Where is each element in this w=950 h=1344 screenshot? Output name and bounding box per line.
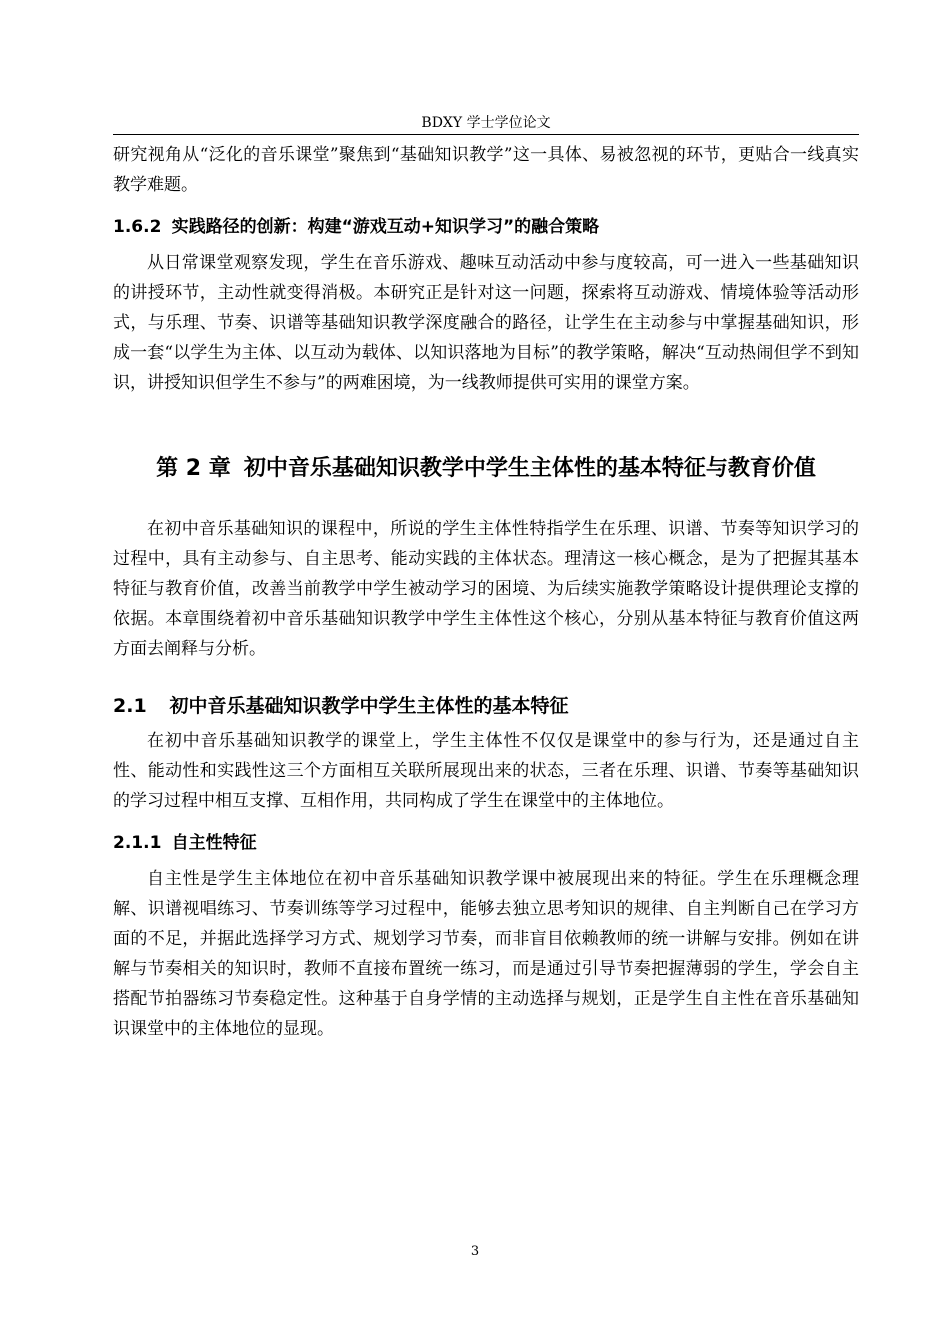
page-number: 3 bbox=[470, 1244, 480, 1259]
paragraph-2-1: 在初中音乐基础知识教学的课堂上，学生主体性不仅仅是课堂中的参与行为，还是通过自主性、能动性和实践性这三个方面相互关联所展现出来的状态，三者在乐理、识谱、节奏等基础知识的学习过程中相互支撑、互相作用，共同构成了学生在课堂中的主体地位。 bbox=[113, 731, 859, 811]
section-heading-2-1-1 bbox=[113, 828, 859, 858]
paragraph-2-1-1: 自主性是学生主体地位在初中音乐基础知识教学课中被展现出来的特征。学生在乐理概念理解、识谱视唱练习、节奏训练等学习过程中，能够去独立思考知识的规律、自主判断自己在学习方面的不足，并据此选择学习方式、规划学习节奏，而非盲目依赖教师的统一讲解与安排。例如在讲解与节奏相关的知识时，教师不直接布置统一练习，而是通过引导节奏把握薄弱的学生，学会自主搭配节拍器练习节奏稳定性。这种基于自身学情的主动选择与规划，正是学生自主性在音乐基础知识课堂中的主体地位的显现。 bbox=[113, 869, 859, 1039]
chapter-heading bbox=[113, 452, 859, 486]
header-title: BDXY 学士学位论文 bbox=[421, 115, 551, 131]
section-heading-2-1 bbox=[113, 690, 859, 722]
section-heading-1-6-2 bbox=[113, 212, 859, 242]
section-number: 2.1.1 bbox=[113, 833, 162, 853]
chapter-intro-paragraph: 在初中音乐基础知识的课程中，所说的学生主体性特指学生在乐理、识谱、节奏等知识学习的过程中，具有主动参与、自主思考、能动实践的主体状态。理清这一核心概念，是为了把握其基本特征与教育价值，改善当前教学中学生被动学习的困境、为后续实施教学策略设计提供理论支撑的依据。本章围绕着初中音乐基础知识教学中学生主体性这个核心，分别从基本特征与教育价值这两方面去阐释与分析。 bbox=[113, 519, 859, 659]
section-number: 1.6.2 bbox=[113, 217, 162, 237]
chapter-number: 第 2 章 bbox=[156, 456, 231, 481]
running-header bbox=[113, 112, 859, 135]
page-footer bbox=[0, 1242, 950, 1262]
section-title: 自主性特征 bbox=[171, 833, 257, 853]
section-title: 实践路径的创新：构建“游戏互动+知识学习”的融合策略 bbox=[171, 217, 600, 237]
section-number: 2.1 bbox=[113, 695, 147, 717]
continuation-paragraph: 研究视角从“泛化的音乐课堂”聚焦到“基础知识教学”这一具体、易被忽视的环节，更贴合一线真实教学难题。 bbox=[113, 145, 859, 195]
page-content bbox=[113, 140, 859, 1044]
chapter-title: 初中音乐基础知识教学中学生主体性的基本特征与教育价值 bbox=[243, 456, 816, 481]
section-title: 初中音乐基础知识教学中学生主体性的基本特征 bbox=[169, 695, 569, 717]
paragraph-1-6-2: 从日常课堂观察发现，学生在音乐游戏、趣味互动活动中参与度较高，可一进入一些基础知识的讲授环节，主动性就变得消极。本研究正是针对这一问题，探索将互动游戏、情境体验等活动形式，与乐理、节奏、识谱等基础知识教学深度融合的路径，让学生在主动参与中掌握基础知识，形成一套“以学生为主体、以互动为载体、以知识落地为目标”的教学策略，解决“互动热闹但学不到知识，讲授知识但学生不参与”的两难困境，为一线教师提供可实用的课堂方案。 bbox=[113, 253, 859, 393]
